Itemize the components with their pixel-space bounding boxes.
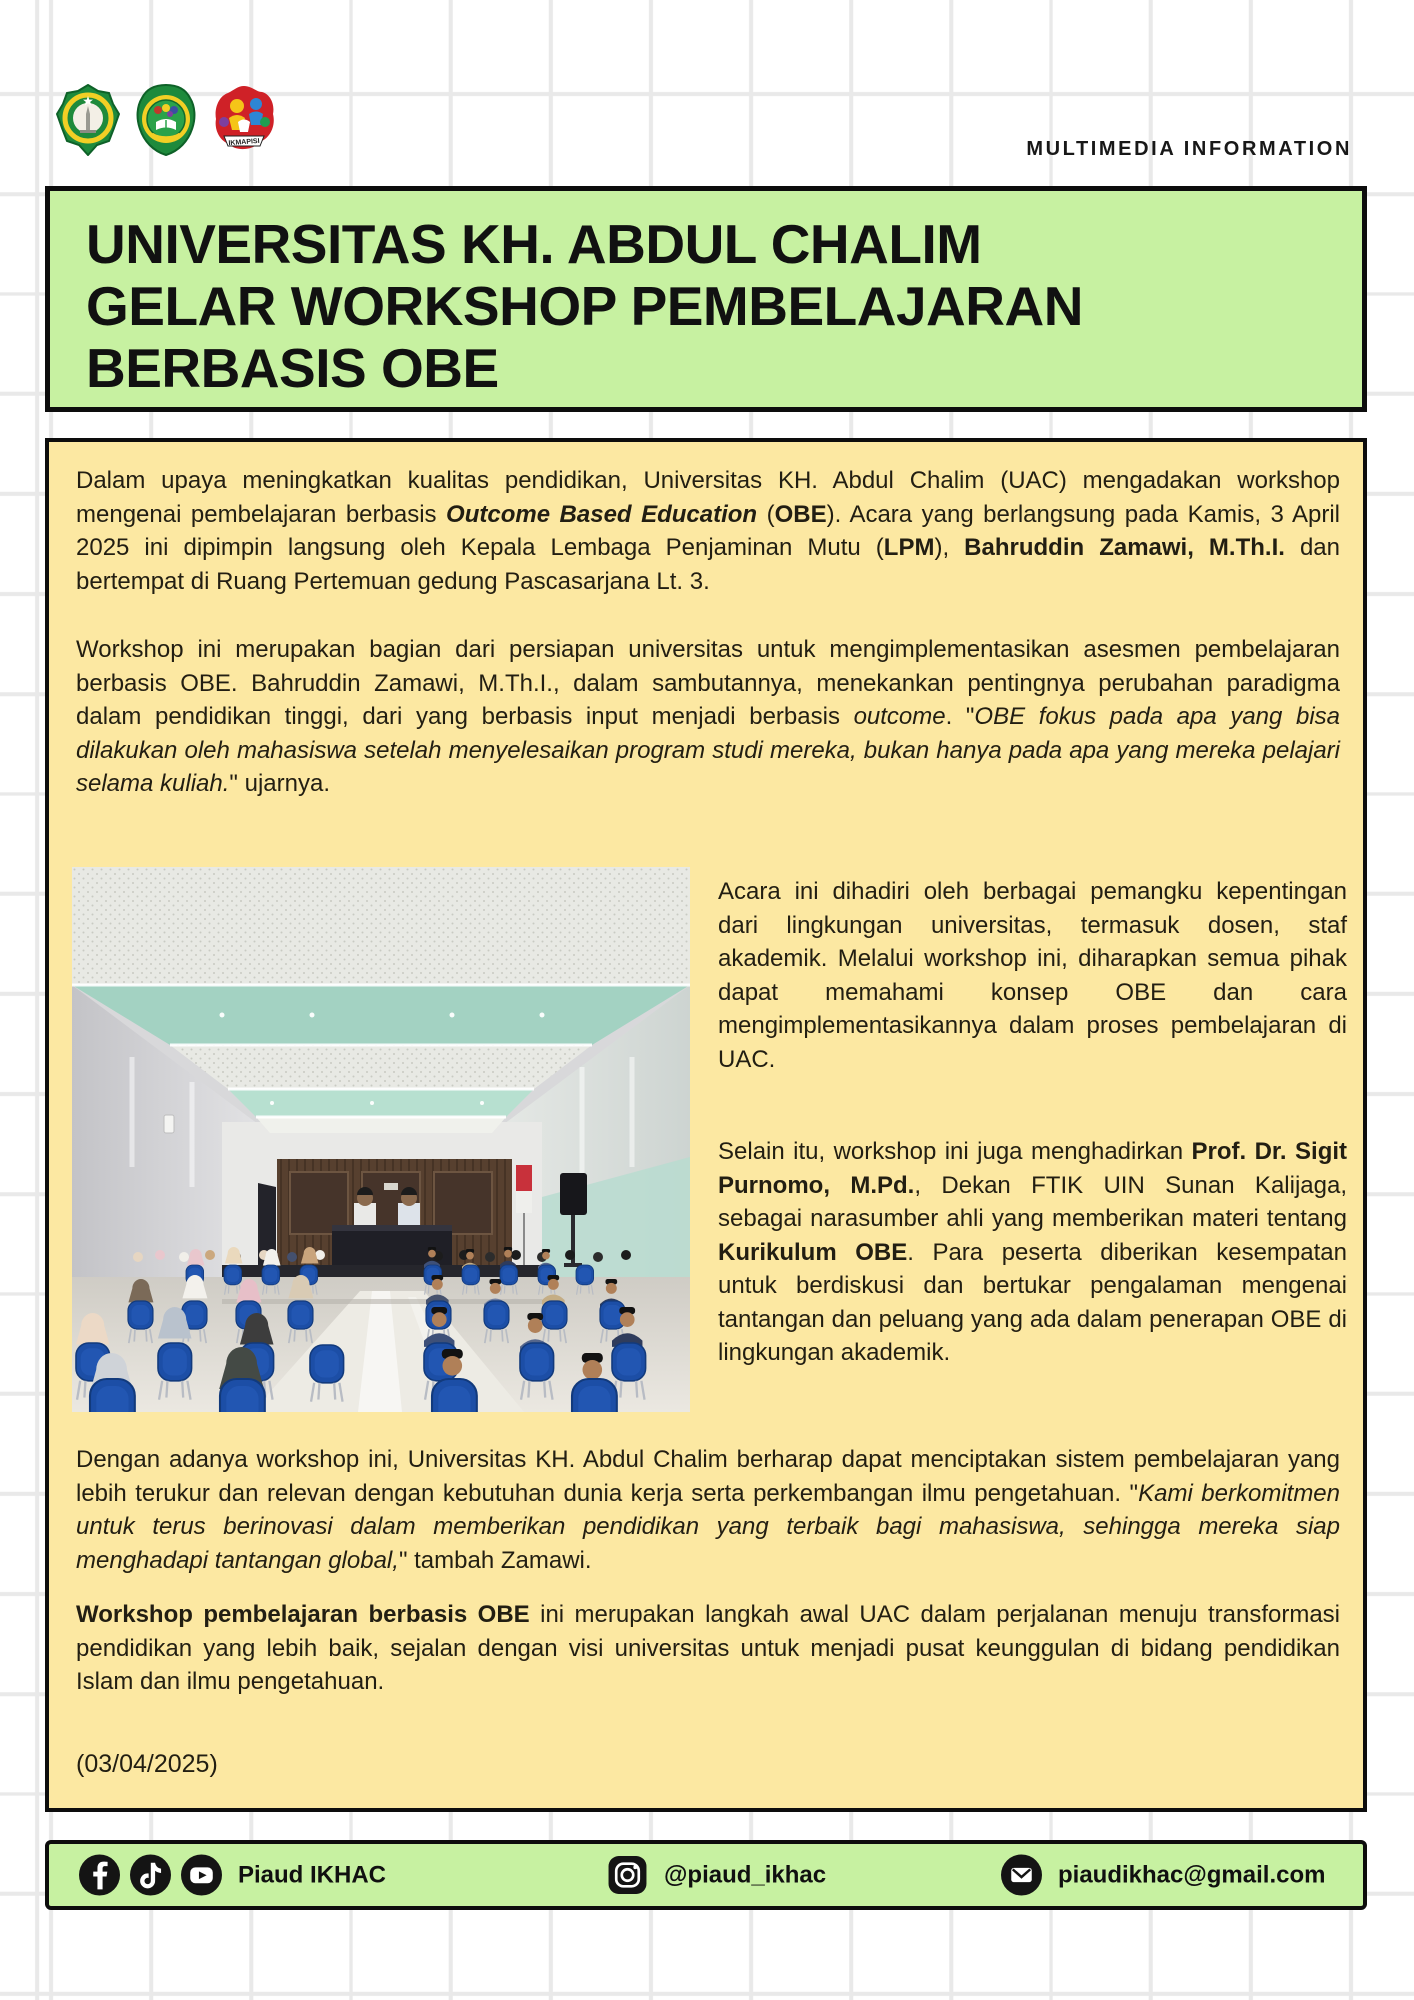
publish-date: (03/04/2025) — [76, 1750, 218, 1778]
email-icon — [1001, 1855, 1042, 1896]
article-box — [45, 438, 1367, 1812]
paragraph-1: Dalam upaya meningkatkan kualitas pendidikan, Universitas KH. Abdul Chalim (UAC) mengadakan workshop mengenai pembelajaran berbasis Outcome Based Education (OBE). Acara yang berlangsung pada Kamis, 3 April 2025 ini dipimpin langsung oleh Kepala Lembaga Penjaminan Mutu (LPM), Bahruddin Zamawi, M.Th.I. dan bertempat di Ruang Pertemuan gedung Pascasarjana Lt. 3. — [76, 467, 1341, 595]
footer-bar — [45, 1840, 1367, 1910]
paragraph-3: Acara ini dihadiri oleh berbagai pemangku kepentingan dari lingkungan universitas, termasuk dosen, staf akademik. Melalui workshop ini, diharapkan semua pihak dapat memahami konsep OBE dan cara mengimplementasikannya dalam proses pembelajaran di UAC. — [718, 878, 1347, 1073]
multimedia-information-tag: MULTIMEDIA INFORMATION — [1026, 138, 1352, 160]
ikmapisi-logo — [212, 84, 276, 156]
paragraph-5: Dengan adanya workshop ini, Universitas KH. Abdul Chalim berharap dapat menciptakan sistem pembelajaran yang lebih terukur dan relevan dengan kebutuhan dunia kerja serta perkembangan ilmu pengetahuan. "Kami berkomitmen untuk terus berinovasi dalam memberikan pendidikan yang terbaik bagi mahasiswa, sehingga mereka siap menghadapi tantangan global," tambah Zamawi. — [76, 1446, 1341, 1574]
workshop-photo — [72, 867, 690, 1412]
instagram-handle: @piaud_ikhac — [664, 1861, 827, 1888]
workshop-photo-graphic — [72, 867, 690, 1412]
email-group — [1001, 1855, 1325, 1896]
instagram-icon — [607, 1855, 648, 1896]
page-title-line-3: BERBASIS OBE — [86, 337, 499, 399]
facebook-icon — [79, 1855, 120, 1896]
logo-row — [56, 84, 276, 156]
social-accounts-group — [79, 1855, 386, 1896]
page-title-line-1: UNIVERSITAS KH. ABDUL CHALIM — [86, 213, 982, 275]
account-name-label: Piaud IKHAC — [238, 1861, 387, 1888]
paragraph-2: Workshop ini merupakan bagian dari persiapan universitas untuk mengimplementasikan asesmen pembelajaran berbasis OBE. Bahruddin Zamawi, M.Th.I., dalam sambutannya, menekankan pentingnya perubahan paradigma dalam pendidikan tinggi, dari yang berbasis input menjadi berbasis outcome. "OBE fokus pada apa yang bisa dilakukan oleh mahasiswa setelah menyelesaikan program studi mereka, bukan hanya pada apa yang mereka pelajari selama kuliah." ujarnya. — [76, 636, 1341, 797]
university-seal-green-logo — [134, 84, 198, 156]
ikmapisi-label: IKMAPISI — [228, 137, 260, 148]
instagram-group — [607, 1855, 826, 1896]
university-seal-mojokerto-logo — [56, 84, 120, 156]
email-address: piaudikhac@gmail.com — [1058, 1861, 1326, 1888]
paragraph-4: Selain itu, workshop ini juga menghadirkan Prof. Dr. Sigit Purnomo, M.Pd., Dekan FTIK UIN Sunan Kalijaga, sebagai narasumber ahli yang memberikan materi tentang Kurikulum OBE. Para peserta diberikan kesempatan untuk berdiskusi dan bertukar pengalaman mengenai tantangan dan peluang yang ada dalam penerapan OBE di lingkungan akademik. — [718, 1138, 1348, 1366]
tiktok-icon — [130, 1855, 171, 1896]
paragraph-6: Workshop pembelajaran berbasis OBE ini merupakan langkah awal UAC dalam perjalanan menuju transformasi pendidikan yang lebih baik, sejalan dengan visi universitas untuk menjadi pusat keunggulan di bidang pendidikan Islam dan ilmu pengetahuan. — [76, 1601, 1340, 1695]
youtube-icon — [181, 1855, 222, 1896]
page-title-line-2: GELAR WORKSHOP PEMBELAJARAN — [86, 275, 1083, 337]
title-box — [45, 186, 1367, 412]
